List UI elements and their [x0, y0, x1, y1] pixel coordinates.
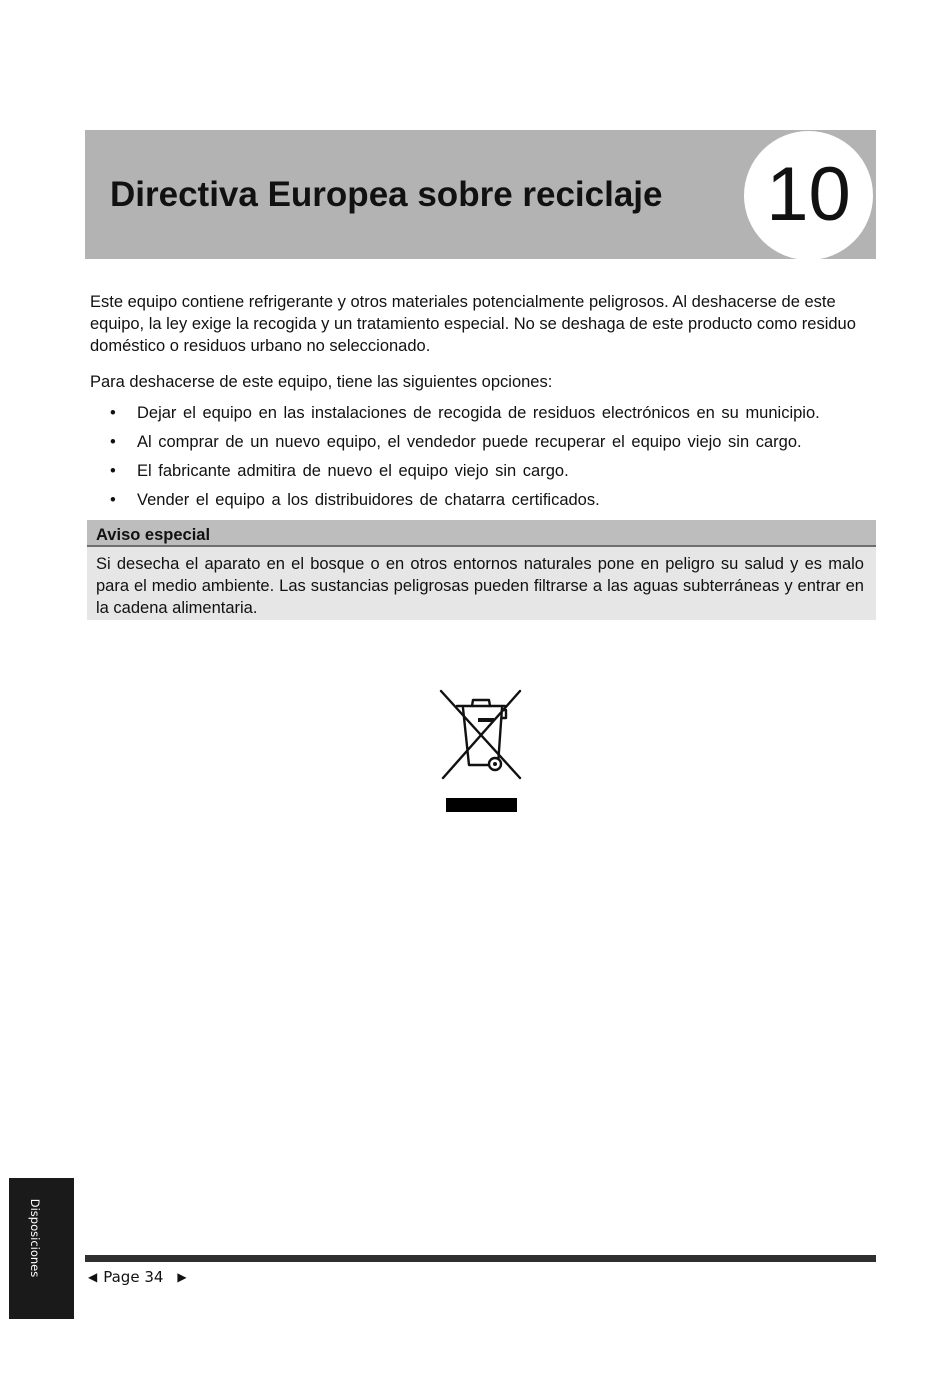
list-item [105, 402, 885, 431]
special-notice-box [87, 520, 876, 620]
option-text: El fabricante admitira de nuevo el equipo viejo sin cargo. [137, 462, 569, 480]
page-number: Page 34 [103, 1268, 164, 1286]
bullet-icon: • [110, 433, 116, 451]
list-item [105, 460, 885, 489]
notice-title: Aviso especial [96, 526, 211, 544]
options-lead: Para deshacerse de este equipo, tiene las siguientes opciones: [90, 373, 553, 391]
bullet-icon: • [110, 404, 116, 422]
page-title: Directiva Europea sobre reciclaje [110, 175, 663, 214]
list-item [105, 489, 885, 518]
bullet-icon: • [110, 491, 116, 509]
page-footer [88, 1268, 187, 1286]
disposal-options-list [105, 402, 885, 518]
section-tab-label: Disposiciones [28, 1198, 42, 1278]
option-text: Vender el equipo a los distribuidores de chatarra certificados. [137, 491, 600, 509]
notice-body: Si desecha el aparato en el bosque o en otros entornos naturales pone en peligro su salud y es malo para el medio ambiente. Las sustancias peligrosas pueden filtrarse a las aguas subterráneas y entrar en la cadena alimentaria. [96, 555, 864, 617]
bullet-icon: • [110, 462, 116, 480]
intro-paragraph: Este equipo contiene refrigerante y otros materiales potencialmente peligrosos. Al deshacerse de este equipo, la ley exige la recogida y un tratamiento especial. No se deshaga de este producto como residuo doméstico o residuos urbano no seleccionado. [90, 293, 856, 355]
chapter-number: 10 [766, 152, 851, 237]
footer-rule [85, 1255, 876, 1262]
chapter-header [85, 130, 876, 259]
list-item [105, 431, 885, 460]
option-text: Dejar el equipo en las instalaciones de recogida de residuos electrónicos en su municipio. [137, 404, 820, 422]
chapter-badge [744, 131, 873, 259]
weee-crossed-out-bin-icon [436, 686, 526, 816]
previous-page-arrow-icon[interactable]: ◀ [88, 1270, 98, 1284]
option-text: Al comprar de un nuevo equipo, el vendedor puede recuperar el equipo viejo sin cargo. [137, 433, 802, 451]
next-page-arrow-icon[interactable]: ▶ [177, 1270, 187, 1284]
